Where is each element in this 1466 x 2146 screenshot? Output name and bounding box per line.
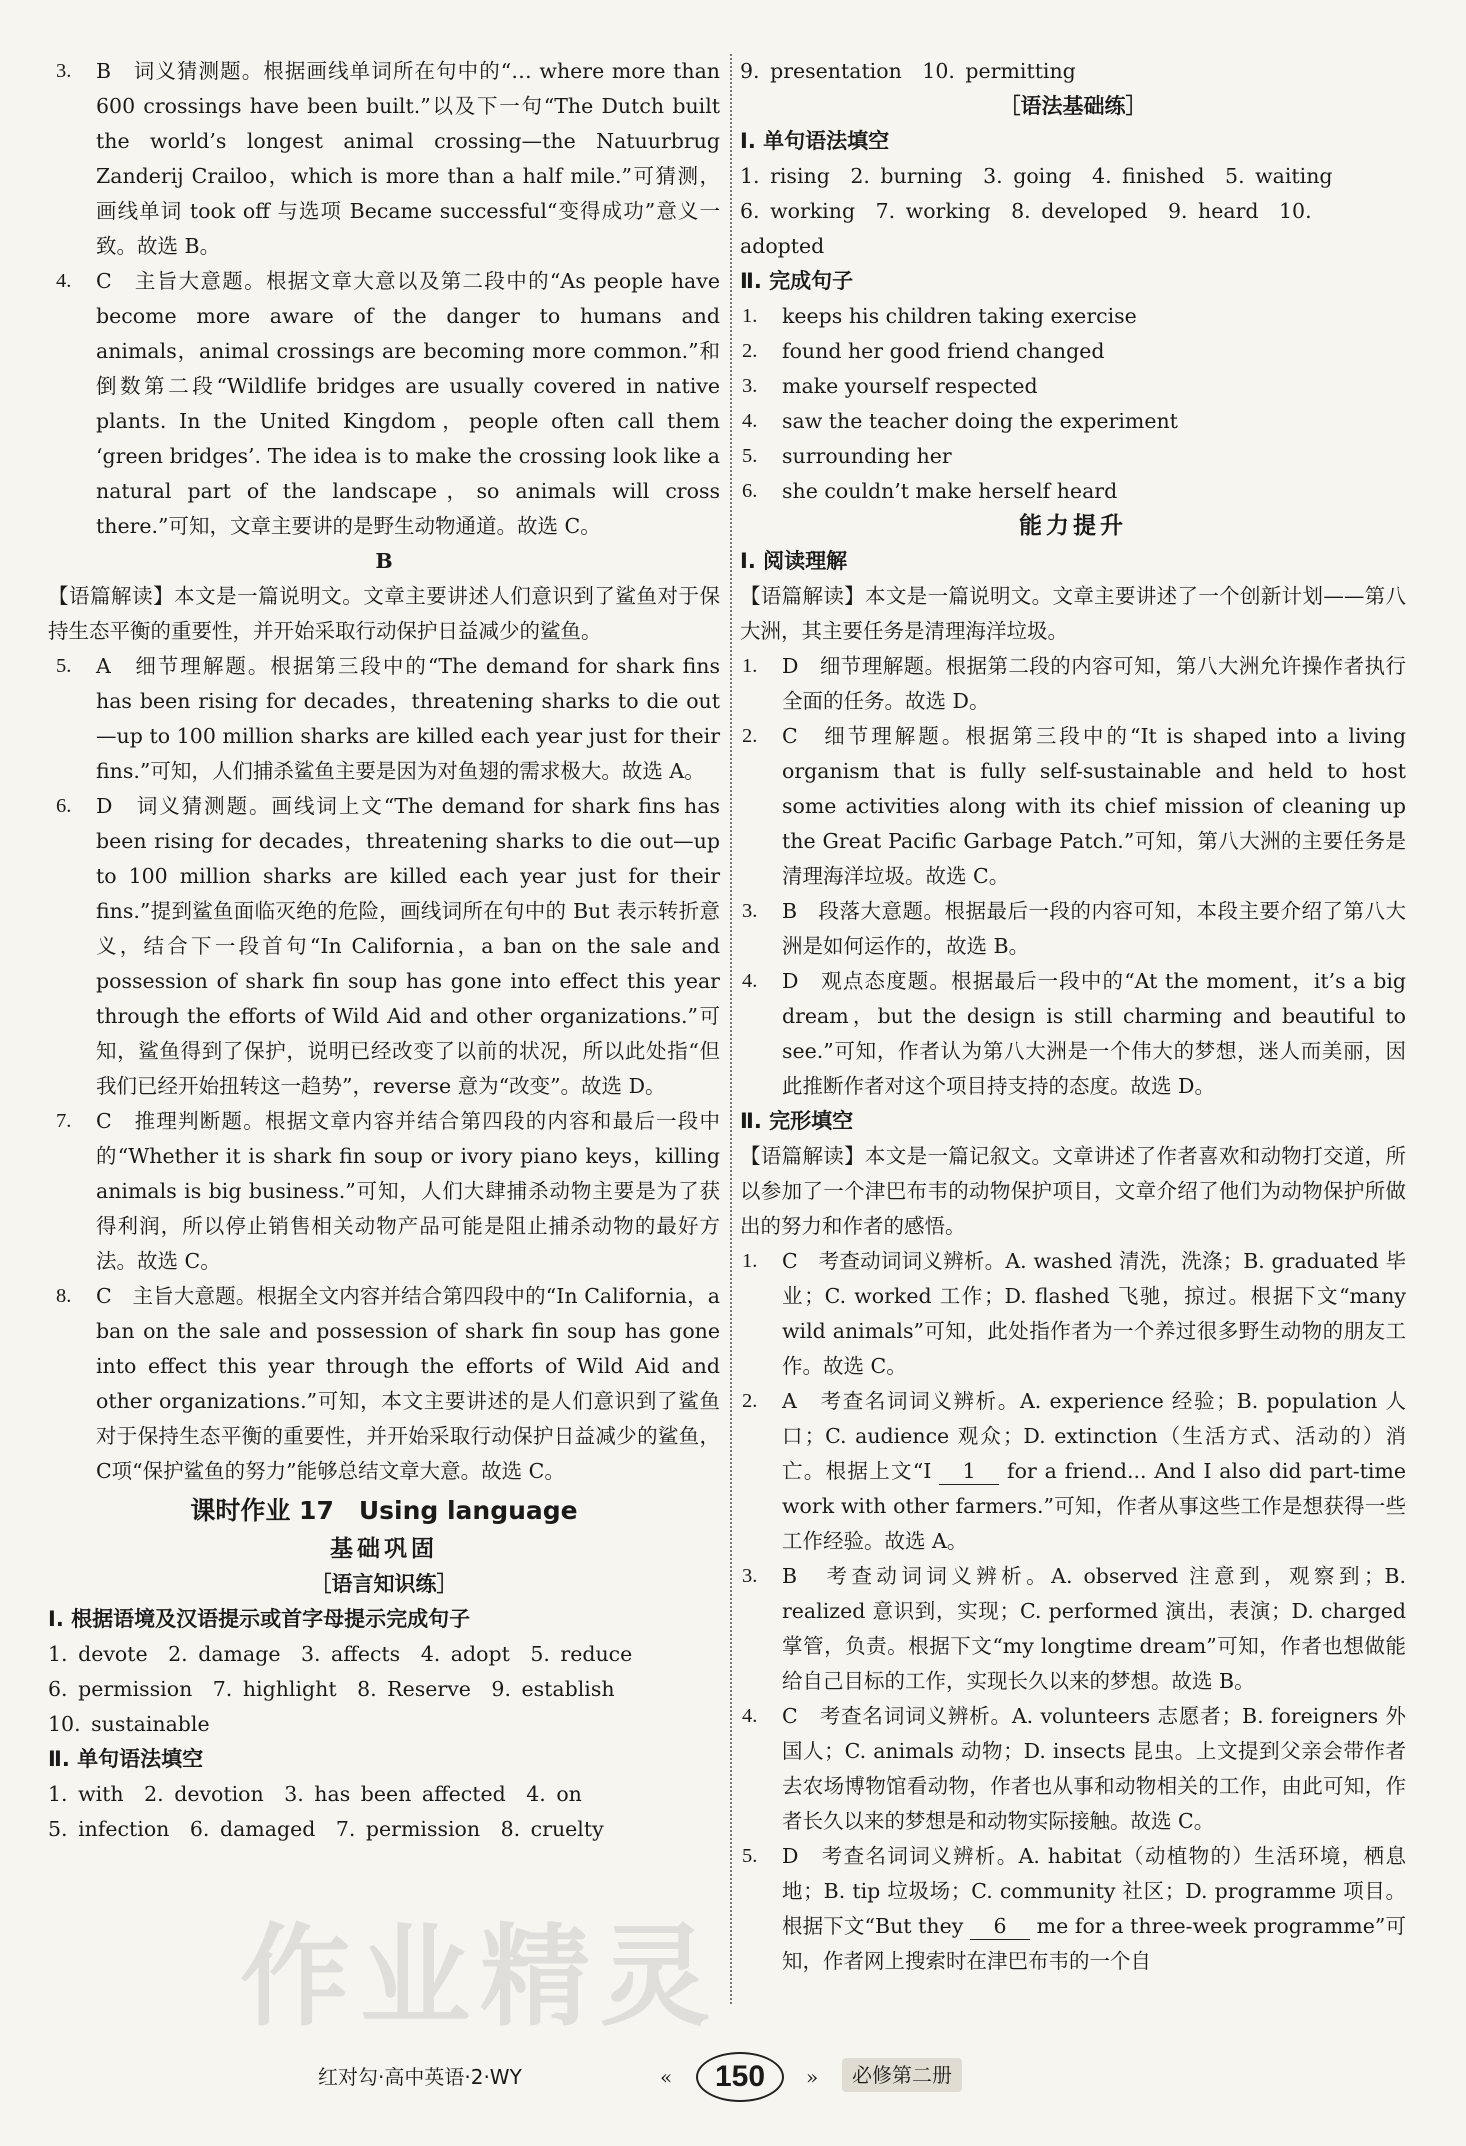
passage-heading: B xyxy=(375,549,393,573)
passage-intro: 【语篇解读】本文是一篇说明文。文章主要讲述了一个创新计划——第八大洲，其主要任务是清理海洋垃圾。 xyxy=(740,584,1406,643)
item-number: 4. xyxy=(742,1705,758,1727)
lesson-title: 课时作业 17 Using language xyxy=(190,1496,578,1525)
grammar-practice-title: ［语法基础练］ xyxy=(999,94,1147,118)
answer-row: 10. sustainable xyxy=(48,1712,210,1736)
answer-item xyxy=(740,964,1406,1104)
answer-row: 9. presentation 10. permitting xyxy=(740,59,1076,83)
item-number: 6. xyxy=(742,480,758,502)
item-text: A 考查名词词义辨析。A. experience 经验；B. population 人口；C. audience 观众；D. extinction（生活方式、活动的）消亡。根据上文“I xyxy=(782,1389,1406,1483)
item-text: C 细节理解题。根据第三段中的“It is shaped into a living organism that is fully self-sustainable and held to host some activities along with its chief mission of cleaning up the Great Pacific Garbage Patch.”可知，第八大洲的主要任务是清理海洋垃圾。故选 C。 xyxy=(782,724,1406,888)
item-text: saw the teacher doing the experiment xyxy=(782,409,1178,433)
blank-number: 6 xyxy=(970,1913,1030,1940)
section-title: Ⅰ. 根据语境及汉语提示或首字母提示完成句子 xyxy=(48,1607,471,1631)
item-number: 2. xyxy=(742,725,758,747)
item-number: 7. xyxy=(56,1110,72,1132)
sentence-item xyxy=(740,299,1406,334)
item-number: 3. xyxy=(56,60,72,82)
sentence-item xyxy=(740,474,1406,509)
answer-item xyxy=(740,1384,1406,1559)
answer-item xyxy=(740,1244,1406,1384)
item-text: she couldn’t make herself heard xyxy=(782,479,1118,503)
item-text: surrounding her xyxy=(782,444,952,468)
item-text: C 主旨大意题。根据文章大意以及第二段中的“As people have become more aware of the danger to humans and animals，animal crossings are becoming more common.”和倒数第二段“Wildlife bridges are usually covered in native plants. In the United Kingdom，people often call them ‘green bridges’. The idea is to make the crossing look like a natural part of the landscape，so animals will cross there.”可知，文章主要讲的是野生动物通道。故选 C。 xyxy=(96,269,720,538)
item-number: 2. xyxy=(742,1390,758,1412)
left-chevron-icon: « xyxy=(660,2065,673,2089)
item-number: 5. xyxy=(742,1845,758,1867)
answer-item xyxy=(48,264,720,544)
section-title: Ⅰ. 单句语法填空 xyxy=(740,129,890,153)
answer-row: 1. with 2. devotion 3. has been affected 4. on xyxy=(48,1782,582,1806)
sentence-item xyxy=(740,369,1406,404)
column-divider xyxy=(730,54,732,2004)
blank-number: 1 xyxy=(939,1458,999,1485)
item-number: 4. xyxy=(742,410,758,432)
item-text: make yourself respected xyxy=(782,374,1038,398)
item-number: 3. xyxy=(742,900,758,922)
page-number: 150 xyxy=(696,2052,784,2102)
answer-item xyxy=(740,894,1406,964)
item-text: B 考查动词词义辨析。A. observed 注意到，观察到；B. realized 意识到，实现；C. performed 演出，表演；D. charged 掌管，负责。根据下文“my longtime dream”可知，作者也想做能给自己目标的工作，实现长久以来的梦想。故选 B。 xyxy=(782,1564,1406,1693)
item-number: 1. xyxy=(742,305,758,327)
item-text: B 段落大意题。根据最后一段的内容可知，本段主要介绍了第八大洲是如何运作的，故选 B。 xyxy=(782,899,1406,958)
item-number: 6. xyxy=(56,795,72,817)
item-text: keeps his children taking exercise xyxy=(782,304,1137,328)
answer-item xyxy=(48,1104,720,1279)
answer-item xyxy=(740,649,1406,719)
item-number: 1. xyxy=(742,655,758,677)
basic-title: 基础巩固 xyxy=(330,1536,438,1562)
item-text: D 词义猜测题。画线词上文“The demand for shark fins has been rising for decades，threatening sharks to die out—up to 100 million sharks are killed each year just for their fins.”提到鲨鱼面临灭绝的危险，画线词所在句中的 But 表示转折意义，结合下一段首句“In California，a ban on the sale and possession of shark fin soup has gone into effect this year through the efforts of Wild Aid and other organizations.”可知，鲨鱼得到了保护，说明已经改变了以前的状况，所以此处指“但我们已经开始扭转这一趋势”，reverse 意为“改变”。故选 D。 xyxy=(96,794,720,1098)
section-title: Ⅰ. 阅读理解 xyxy=(740,549,848,573)
answer-item xyxy=(740,1699,1406,1839)
item-text: C 推理判断题。根据文章内容并结合第四段的内容和最后一段中的“Whether it is shark fin soup or ivory piano keys，killing animals is big business.”可知，人们大肆捕杀动物主要是为了获得利润，所以停止销售相关动物产品可能是阻止捕杀动物的最好方法。故选 C。 xyxy=(96,1109,720,1273)
answer-row: 6. working 7. working 8. developed 9. heard 10. adopted xyxy=(740,199,1312,258)
page-footer xyxy=(0,2050,1466,2110)
passage-intro: 【语篇解读】本文是一篇记叙文。文章讲述了作者喜欢和动物打交道，所以参加了一个津巴布韦的动物保护项目，文章介绍了他们为动物保护所做出的努力和作者的感悟。 xyxy=(740,1144,1406,1238)
item-number: 5. xyxy=(742,445,758,467)
item-number: 4. xyxy=(742,970,758,992)
answer-item xyxy=(740,719,1406,894)
sentence-item xyxy=(740,439,1406,474)
item-number: 3. xyxy=(742,375,758,397)
section-title: Ⅱ. 单句语法填空 xyxy=(48,1747,204,1771)
answer-item xyxy=(48,789,720,1104)
passage-intro: 【语篇解读】本文是一篇说明文。文章主要讲述人们意识到了鲨鱼对于保持生态平衡的重要性，并开始采取行动保护日益减少的鲨鱼。 xyxy=(48,584,720,643)
item-text: D 观点态度题。根据最后一段中的“At the moment，it’s a big dream，but the design is still charming and beautiful to see.”可知，作者认为第八大洲是一个伟大的梦想，迷人而美丽，因此推断作者对这个项目持支持的态度。故选 D。 xyxy=(782,969,1406,1098)
item-text: B 词义猜测题。根据画线单词所在句中的“… where more than 600 crossings have been built.”以及下一句“The Dutch built the world’s longest animal crossing—the Natuurbrug Zanderij Crailoo，which is more than a half mile.”可猜测，画线单词 took off 与选项 Became successful“变得成功”意义一致。故选 B。 xyxy=(96,59,720,258)
sentence-item xyxy=(740,404,1406,439)
item-text: A 细节理解题。根据第三段中的“The demand for shark fins has been rising for decades，threatening sharks to die out—up to 100 million sharks are killed each year just for their fins.”可知，人们捕杀鲨鱼主要是因为对鱼翅的需求极大。故选 A。 xyxy=(96,654,720,783)
item-text: D 细节理解题。根据第二段的内容可知，第八大洲允许操作者执行全面的任务。故选 D。 xyxy=(782,654,1406,713)
item-text: C 考查名词词义辨析。A. volunteers 志愿者；B. foreigners 外国人；C. animals 动物；D. insects 昆虫。上文提到父亲会带作者去农场博物馆看动物，作者也从事和动物相关的工作，由此可知，作者长久以来的梦想是和动物实际接触。故选 C。 xyxy=(782,1704,1406,1833)
sentence-item xyxy=(740,334,1406,369)
item-text: C 主旨大意题。根据全文内容并结合第四段中的“In California，a ban on the sale and possession of shark fin soup has gone into effect this year through the efforts of Wild Aid and other organizations.”可知，本文主要讲述的是人们意识到了鲨鱼对于保持生态平衡的重要性，并开始采取行动保护日益减少的鲨鱼，C项“保护鲨鱼的努力”能够总结文章大意。故选 C。 xyxy=(96,1284,720,1483)
answer-item xyxy=(48,1279,720,1489)
answer-row: 5. infection 6. damaged 7. permission 8. cruelty xyxy=(48,1817,604,1841)
item-number: 3. xyxy=(742,1565,758,1587)
item-number: 8. xyxy=(56,1285,72,1307)
watermark: 作业精灵 xyxy=(240,1913,720,2041)
ability-title: 能力提升 xyxy=(1019,513,1127,539)
section-title: Ⅱ. 完成句子 xyxy=(740,269,854,293)
item-text: found her good friend changed xyxy=(782,339,1105,363)
answer-row: 1. rising 2. burning 3. going 4. finished 5. waiting xyxy=(740,164,1333,188)
answer-item xyxy=(740,1559,1406,1699)
section-title: Ⅱ. 完形填空 xyxy=(740,1109,854,1133)
answer-row: 6. permission 7. highlight 8. Reserve 9. establish xyxy=(48,1677,615,1701)
right-column xyxy=(740,54,1406,1979)
item-number: 1. xyxy=(742,1250,758,1272)
answer-item xyxy=(48,649,720,789)
book-title: 红对勾·高中英语·2·WY xyxy=(318,2065,522,2089)
item-number: 2. xyxy=(742,340,758,362)
language-practice-title: ［语言知识练］ xyxy=(310,1572,458,1596)
item-text: C 考查动词词义辨析。A. washed 清洗，洗涤；B. graduated 毕业；C. worked 工作；D. flashed 飞驰，掠过。根据下文“many wild animals”可知，此处指作者为一个养过很多野生动物的朋友工作。故选 C。 xyxy=(782,1249,1406,1378)
item-text: for a friend... And I also did part-time work with other farmers.”可知，作者从事这些工作是想获得一些工作经验。故选 A。 xyxy=(782,1459,1406,1553)
left-column xyxy=(48,54,720,1847)
item-number: 4. xyxy=(56,270,72,292)
item-number: 5. xyxy=(56,655,72,677)
item-text: me for a three-week programme”可知，作者网上搜索时在津巴布韦的一个自 xyxy=(782,1914,1406,1973)
answer-item xyxy=(48,54,720,264)
item-text: D 考查名词词义辨析。A. habitat（动植物的）生活环境，栖息地；B. tip 垃圾场；C. community 社区；D. programme 项目。根据下文“But they xyxy=(782,1844,1406,1938)
right-chevron-icon: » xyxy=(806,2065,819,2089)
answer-row: 1. devote 2. damage 3. affects 4. adopt 5. reduce xyxy=(48,1642,633,1666)
volume-label: 必修第二册 xyxy=(842,2058,962,2092)
answer-item xyxy=(740,1839,1406,1979)
